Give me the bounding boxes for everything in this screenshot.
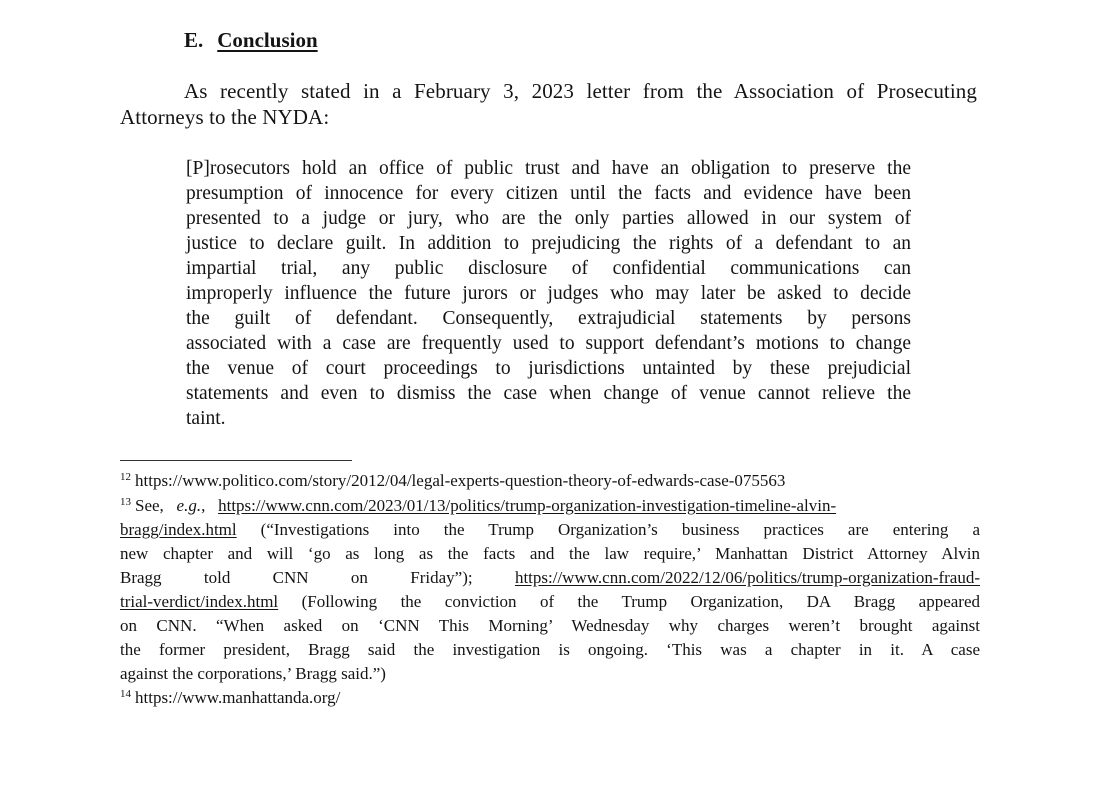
footnote-13-line-8: against the corporations,’ Bragg said.”): [120, 664, 386, 683]
quote-line: presumption of innocence for every citizen until the facts and evidence have been: [186, 183, 911, 204]
footnote-number: 12: [120, 471, 131, 483]
quote-line: justice to declare guilt. In addition to prejudicing the rights of a defendant to an: [186, 233, 911, 254]
footnote-12: [120, 471, 785, 491]
quote-line: the venue of court proceedings to jurisdictions untainted by these prejudicial: [186, 358, 911, 379]
footnote-separator: [120, 460, 352, 461]
section-letter: E.: [184, 28, 204, 52]
see-signal: See,: [135, 496, 164, 515]
quote-line: taint.: [186, 408, 226, 429]
intro-line-2: Attorneys to the NYDA:: [120, 105, 330, 129]
footnote-13-line-4: [120, 568, 980, 588]
quote-line: presented to a judge or jury, who are the only parties allowed in our system of: [186, 208, 911, 229]
footnote-number: 13: [120, 496, 131, 508]
footnote-13-text: (Following the conviction of the Trump Organization, DA Bragg appeared: [301, 592, 981, 611]
footnote-12-link[interactable]: https://www.politico.com/story/2012/04/legal-experts-question-theory-of-edwards-case-075563: [135, 471, 786, 490]
section-heading: [184, 28, 318, 53]
quote-line: [P]rosecutors hold an office of public trust and have an obligation to preserve the: [186, 158, 911, 179]
quote-line: the guilt of defendant. Consequently, extrajudicial statements by persons: [186, 308, 911, 329]
quote-line: improperly influence the future jurors or judges who may later be asked to decide: [186, 283, 911, 304]
footnote-number: 14: [120, 688, 131, 700]
intro-line-1: As recently stated in a February 3, 2023 letter from the Association of Prosecuting: [184, 79, 977, 103]
footnote-13-line-6: on CNN. “When asked on ‘CNN This Morning’ Wednesday why charges weren’t brought against: [120, 616, 980, 635]
footnote-13-text: Bragg told CNN on Friday”);: [120, 568, 473, 587]
quote-line: associated with a case are frequently used to support defendant’s motions to change: [186, 333, 911, 354]
footnote-14-link[interactable]: https://www.manhattanda.org/: [135, 688, 341, 707]
section-title: Conclusion: [217, 28, 318, 52]
footnote-13-line-7: the former president, Bragg said the investigation is ongoing. ‘This was a chapter in it. A case: [120, 640, 980, 659]
cnn-link-2022[interactable]: https://www.cnn.com/2022/12/06/politics/trump-organization-fraud-: [514, 568, 981, 587]
quote-line: impartial trial, any public disclosure of confidential communications can: [186, 258, 911, 279]
footnote-13-line-1: [120, 496, 836, 516]
cnn-link-2023-cont[interactable]: bragg/index.html: [120, 520, 237, 539]
footnote-13-line-5: [120, 592, 980, 612]
footnote-13-line-2: [120, 520, 980, 540]
footnote-13-text: (“Investigations into the Trump Organization’s business practices are entering a: [260, 520, 981, 539]
quote-line: statements and even to dismiss the case when change of venue cannot relieve the: [186, 383, 911, 404]
cnn-link-2022-cont[interactable]: trial-verdict/index.html: [120, 592, 279, 611]
footnote-14: [120, 688, 340, 708]
footnote-13-line-3: new chapter and will ‘go as long as the facts and the law require,’ Manhattan District Attorney Alvin: [120, 544, 980, 563]
eg-signal: e.g.,: [176, 496, 206, 515]
cnn-link-2023[interactable]: https://www.cnn.com/2023/01/13/politics/trump-organization-investigation-timeline-alvin-: [218, 496, 837, 515]
